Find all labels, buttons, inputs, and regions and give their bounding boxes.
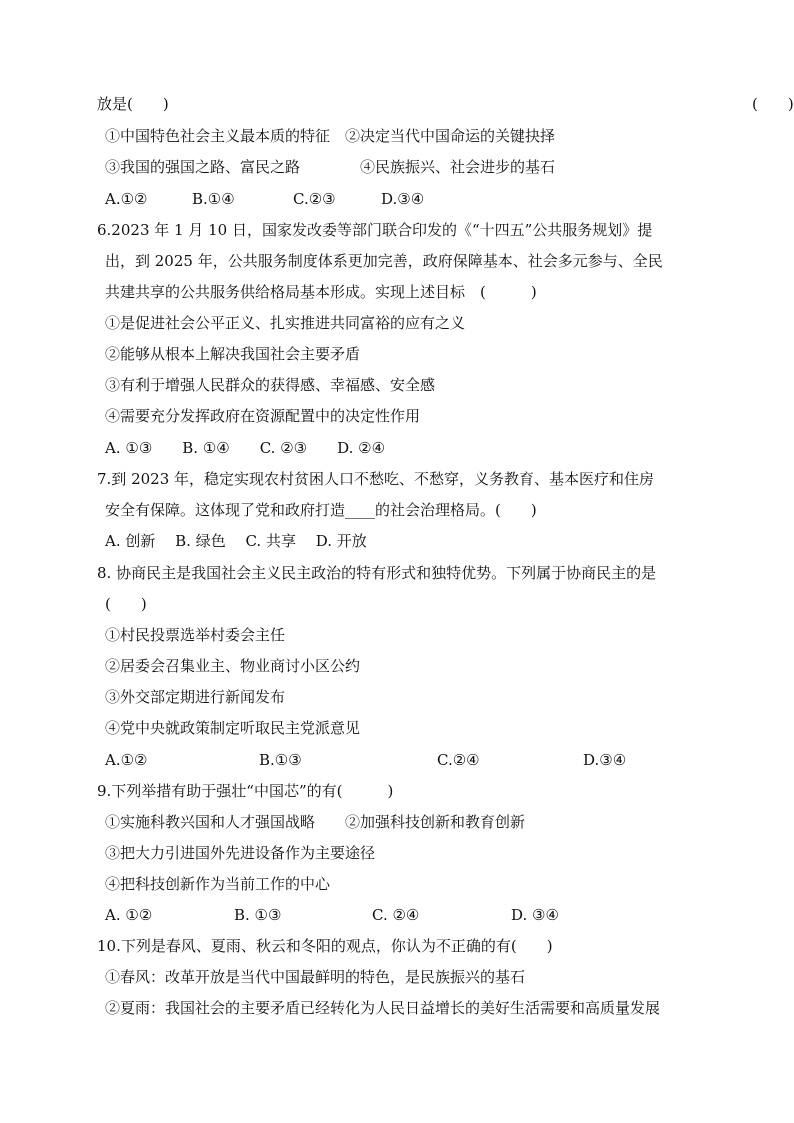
q9-option-d: D. ③④ [511,906,559,924]
q8-statement-2: ②居委会召集业主、物业商讨小区公约 [105,657,361,675]
question-7-stem-2: 安全有保障。这体现了党和政府打造____的社会治理格局。( ) [105,501,537,519]
q7-options: A. 创新 B. 绿色 C. 共享 D. 开放 [105,532,367,550]
question-5-stem-end: 放是( ) [97,95,169,113]
q5-statement-3: ③我国的强国之路、富民之路 [105,158,301,176]
q9-statement-3: ③把大力引进国外先进设备作为主要途径 [105,844,376,862]
q5-option-c: C.②③ [293,190,336,208]
q6-statement-4: ④需要充分发挥政府在资源配置中的决定性作用 [105,407,421,425]
answer-bracket: ( ) [752,95,794,113]
q10-statement-1: ①春风：改革开放是当代中国最鲜明的特色，是民族振兴的基石 [105,968,526,986]
q8-statement-1: ①村民投票选举村委会主任 [105,626,286,644]
q9-statement-1-2: ①实施科教兴国和人才强国战略 ②加强科技创新和教育创新 [105,813,526,831]
question-8-stem: 8. 协商民主是我国社会主义民主政治的特有形式和独特优势。下列属于协商民主的是 [97,564,657,582]
question-6-stem-2: 出，到 2025 年，公共服务制度体系更加完善，政府保障基本、社会多元参与、全民 [105,252,663,270]
q6-statement-1: ①是促进社会公平正义、扎实推进共同富裕的应有之义 [105,314,466,332]
q8-option-a: A.①② [105,751,148,769]
q6-statement-3: ③有利于增强人民群众的获得感、幸福感、安全感 [105,376,436,394]
q9-option-a: A. ①② [105,906,153,924]
q5-statement-4: ④民族振兴、社会进步的基石 [360,158,556,176]
q5-option-b: B.①④ [192,190,235,208]
question-9-stem: 9.下列举措有助于强壮“中国芯”的有( ) [97,782,394,800]
q5-option-a: A.①② [105,190,148,208]
q5-option-d: D.③④ [381,190,425,208]
q9-statement-4: ④把科技创新作为当前工作的中心 [105,875,331,893]
q8-statement-4: ④党中央就政策制定听取民主党派意见 [105,719,361,737]
q9-option-b: B. ①③ [234,906,282,924]
question-10-stem: 10.下列是春风、夏雨、秋云和冬阳的观点，你认为不正确的有( ) [97,937,553,955]
q8-option-b: B.①③ [259,751,302,769]
q8-option-c: C.②④ [437,751,480,769]
q5-statement-1-2: ①中国特色社会主义最本质的特征 ②决定当代中国命运的关键抉择 [105,127,556,145]
q8-option-d: D.③④ [583,751,627,769]
q8-statement-3: ③外交部定期进行新闻发布 [105,688,286,706]
q6-options: A. ①③ B. ①④ C. ②③ D. ②④ [105,439,386,457]
question-8-bracket: ( ) [105,595,147,613]
question-6-stem-1: 6.2023 年 1 月 10 日，国家发改委等部门联合印发的《“十四五”公共服务规划》提 [97,221,653,239]
question-7-stem-1: 7.到 2023 年，稳定实现农村贫困人口不愁吃、不愁穿，义务教育、基本医疗和住房 [97,470,655,488]
q10-statement-2: ②夏雨：我国社会的主要矛盾已经转化为人民日益增长的美好生活需要和高质量发展 [105,999,661,1017]
q6-statement-2: ②能够从根本上解决我国社会主要矛盾 [105,345,361,363]
q9-option-c: C. ②④ [372,906,420,924]
question-6-stem-3: 共建共享的公共服务供给格局基本形成。实现上述目标 ( ) [105,283,537,301]
